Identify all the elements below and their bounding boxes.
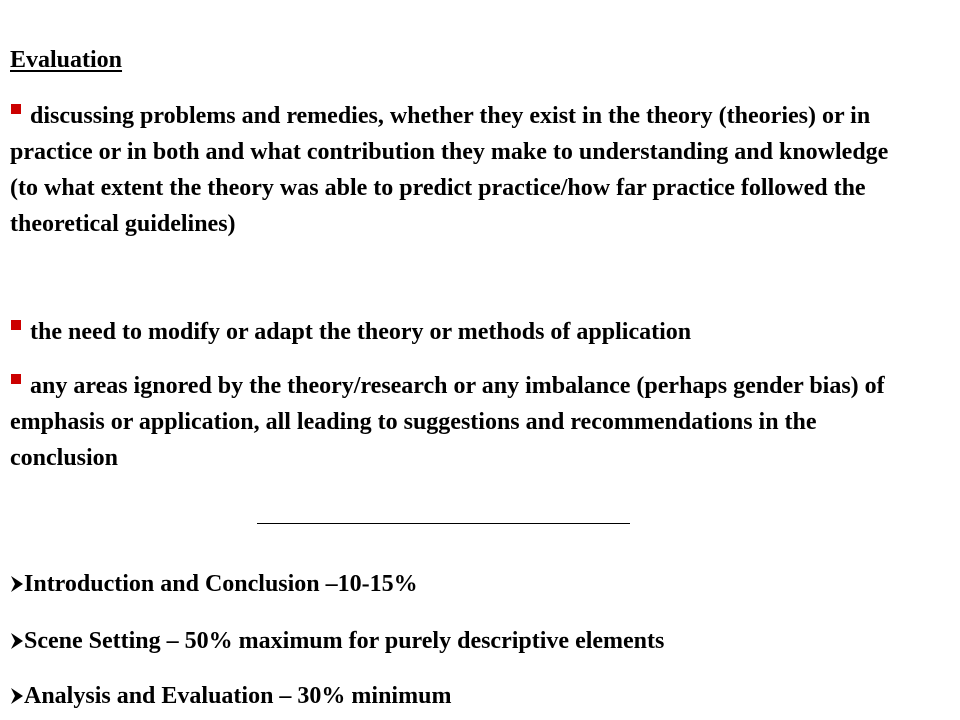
- weighting-text: Introduction and Conclusion –10-15%: [24, 571, 418, 597]
- divider-line: [257, 523, 630, 524]
- square-bullet-icon: [11, 104, 21, 114]
- square-bullet-icon: [11, 374, 21, 384]
- weighting-item: [10, 566, 418, 602]
- weighting-item: [10, 678, 451, 714]
- bullet-item: [10, 368, 910, 476]
- bullet-text: the need to modify or adapt the theory or methods of application: [30, 319, 692, 345]
- weighting-text: Analysis and Evaluation – 30% minimum: [24, 683, 452, 709]
- weighting-text: Scene Setting – 50% maximum for purely descriptive elements: [24, 628, 665, 654]
- bullet-text: any areas ignored by the theory/research or any imbalance (perhaps gender bias) of emphasis or application, all leading to suggestions and recommendations in the conclusion: [10, 373, 885, 471]
- bullet-text: discussing problems and remedies, whether they exist in the theory (theories) or in practice or in both and what contribution they make to understanding and knowledge (to what extent the theory was able to predict practice/how far practice followed the theoretical guidelines): [10, 103, 889, 237]
- bullet-item: [10, 314, 910, 350]
- section-heading: Evaluation: [10, 47, 123, 73]
- arrowhead-bullet-icon: [10, 632, 24, 650]
- square-bullet-icon: [11, 320, 21, 330]
- arrowhead-bullet-icon: [10, 687, 24, 705]
- bullet-item: [10, 98, 910, 242]
- arrowhead-bullet-icon: [10, 575, 24, 593]
- weighting-item: [10, 623, 664, 659]
